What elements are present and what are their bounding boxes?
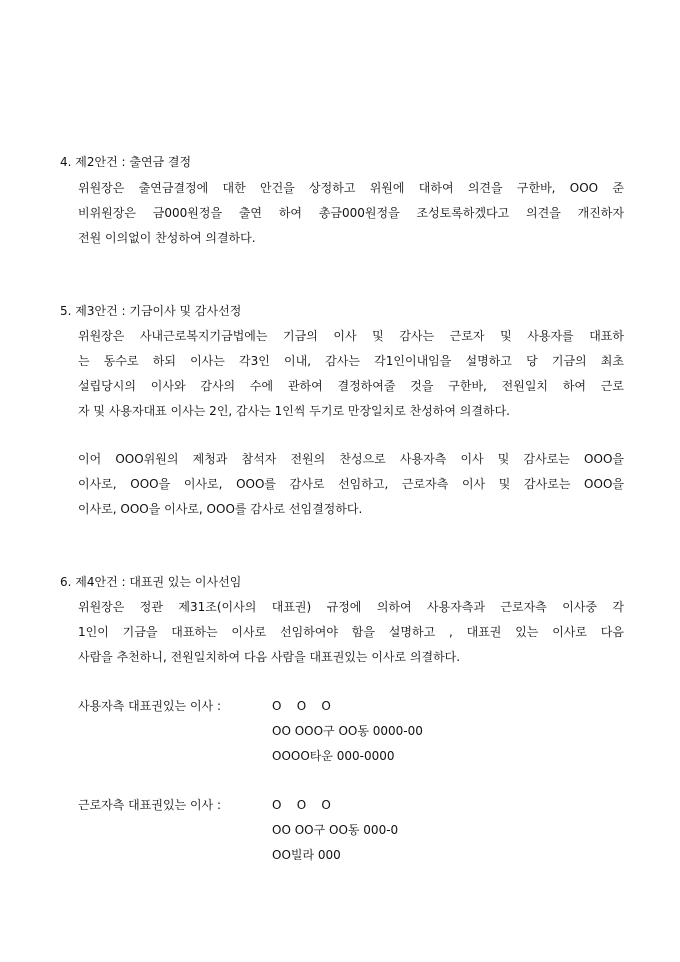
section-6-line-1: 위원장은 정관 제31조(이사의 대표권) 규정에 의하여 사용자측과 근로자측 이사중 각 xyxy=(78,600,624,614)
section-5-para2-line-1: 이어 OOO위원의 제청과 참석자 전원의 찬성으로 사용자측 이사 및 감사로는 OOO을 xyxy=(78,452,624,466)
section-4-line-3: 전원 이의없이 찬성하여 의결하다. xyxy=(78,231,256,245)
section-5-para2-line-2: 이사로, OOO을 이사로, OOO를 감사로 선임하고, 근로자측 이사 및 감사로는 OOO을 xyxy=(78,477,624,491)
section-5-line-4: 자 및 사용자대표 이사는 2인, 감사는 1인씩 두기로 만장일치로 찬성하여 의결하다. xyxy=(78,404,510,418)
section-4-heading: 4. 제2안건 : 출연금 결정 xyxy=(60,155,192,169)
section-4-line-1: 위원장은 출연금결정에 대한 안건을 상정하고 위원에 대하여 의견을 구한바, OOO 준 xyxy=(78,181,624,195)
section-5-heading: 5. 제3안건 : 기금이사 및 감사선정 xyxy=(60,304,242,318)
section-5-line-1: 위원장은 사내근로복지기금법에는 기금의 이사 및 감사는 근로자 및 사용자를 대표하 xyxy=(78,329,624,343)
section-6-line-2: 1인이 기금을 대표하는 이사로 선임하여야 함을 설명하고 , 대표권 있는 이사로 다음 xyxy=(78,625,624,639)
worker-director-label: 근로자측 대표권있는 이사 : xyxy=(78,798,221,812)
employer-director-address: OO OOO구 OO동 0000-00 xyxy=(272,724,423,738)
section-6-heading: 6. 제4안건 : 대표권 있는 이사선임 xyxy=(60,575,242,589)
worker-director-address-detail: OO빌라 000 xyxy=(272,848,341,862)
employer-director-label: 사용자측 대표권있는 이사 : xyxy=(78,699,221,713)
employer-director-name: O O O xyxy=(272,699,331,713)
worker-director-address: OO OO구 OO동 000-0 xyxy=(272,823,399,837)
section-4-line-2: 비위원장은 금000원정을 출연 하여 총금000원정을 조성토록하겠다고 의견을 개진하자 xyxy=(78,206,624,220)
section-5-para2-line-3: 이사로, OOO을 이사로, OOO를 감사로 선임결정하다. xyxy=(78,502,363,516)
employer-director-address-detail: OOOO타운 000-0000 xyxy=(272,749,395,763)
section-5-line-2: 는 동수로 하되 이사는 각3인 이내, 감사는 각1인이내임을 설명하고 당 기금의 최초 xyxy=(78,354,624,368)
section-6-line-3: 사람을 추천하니, 전원일치하여 다음 사람을 대표권있는 이사로 의결하다. xyxy=(78,650,461,664)
section-5-line-3: 설립당시의 이사와 감사의 수에 관하여 결정하여줄 것을 구한바, 전원일치 하여 근로 xyxy=(78,379,624,393)
worker-director-name: O O O xyxy=(272,798,331,812)
